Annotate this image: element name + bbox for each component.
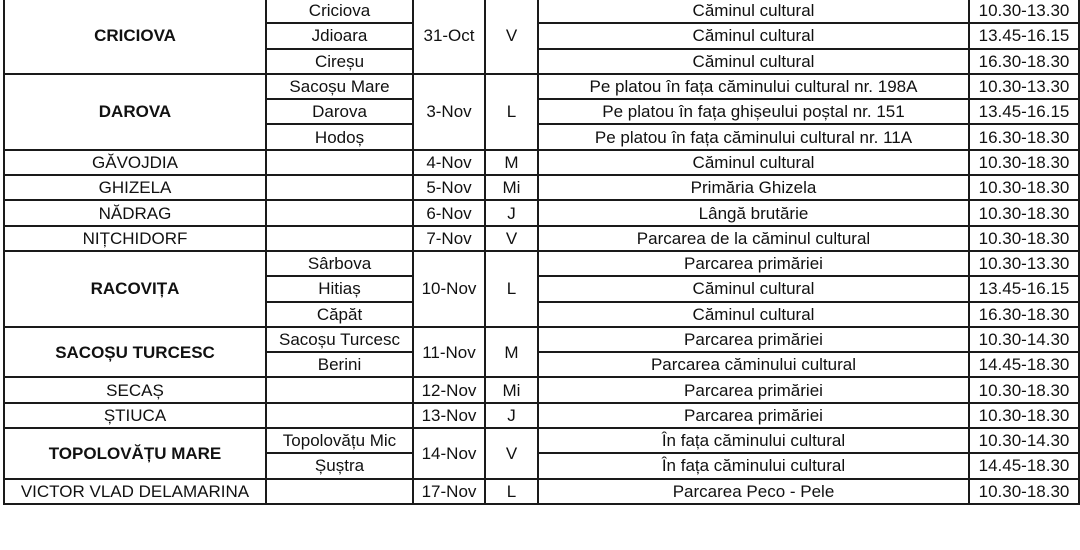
commune-cell: ȘTIUCA <box>4 403 266 428</box>
location-cell: Pe platou în fața căminului cultural nr. 198A <box>538 74 969 99</box>
location-cell: Căminul cultural <box>538 276 969 301</box>
village-cell <box>266 377 413 402</box>
table-row <box>4 0 1079 23</box>
table-row <box>4 74 1079 99</box>
location-cell: Primăria Ghizela <box>538 175 969 200</box>
commune-cell: VICTOR VLAD DELAMARINA <box>4 479 266 504</box>
village-cell: Șuștra <box>266 453 413 478</box>
time-cell: 14.45-18.30 <box>969 352 1079 377</box>
date-cell: 7-Nov <box>413 226 485 251</box>
location-cell: Parcarea Peco - Pele <box>538 479 969 504</box>
table-row <box>4 327 1079 352</box>
location-cell: Parcarea de la căminul cultural <box>538 226 969 251</box>
village-cell: Criciova <box>266 0 413 23</box>
village-cell: Berini <box>266 352 413 377</box>
commune-cell: GHIZELA <box>4 175 266 200</box>
time-cell: 10.30-14.30 <box>969 428 1079 453</box>
time-cell: 10.30-13.30 <box>969 251 1079 276</box>
time-cell: 10.30-18.30 <box>969 377 1079 402</box>
date-cell: 11-Nov <box>413 327 485 378</box>
location-cell: Parcarea primăriei <box>538 403 969 428</box>
commune-cell: DAROVA <box>4 74 266 150</box>
weekday-cell: Mi <box>485 377 538 402</box>
weekday-cell: L <box>485 251 538 327</box>
village-cell: Sârbova <box>266 251 413 276</box>
table-row <box>4 479 1079 504</box>
location-cell: Parcarea primăriei <box>538 327 969 352</box>
village-cell: Hodoș <box>266 124 413 149</box>
village-cell: Sacoșu Turcesc <box>266 327 413 352</box>
table-row <box>4 403 1079 428</box>
commune-cell: RACOVIȚA <box>4 251 266 327</box>
time-cell: 13.45-16.15 <box>969 276 1079 301</box>
weekday-cell: L <box>485 74 538 150</box>
date-cell: 5-Nov <box>413 175 485 200</box>
date-cell: 31-Oct <box>413 0 485 74</box>
location-cell: Parcarea căminului cultural <box>538 352 969 377</box>
location-cell: Pe platou în fața căminului cultural nr. 11A <box>538 124 969 149</box>
village-cell <box>266 403 413 428</box>
commune-cell: GĂVOJDIA <box>4 150 266 175</box>
time-cell: 10.30-18.30 <box>969 175 1079 200</box>
commune-cell: SECAȘ <box>4 377 266 402</box>
table-row <box>4 251 1079 276</box>
time-cell: 13.45-16.15 <box>969 99 1079 124</box>
time-cell: 10.30-14.30 <box>969 327 1079 352</box>
time-cell: 16.30-18.30 <box>969 49 1079 74</box>
table-row <box>4 377 1079 402</box>
table-row <box>4 150 1079 175</box>
village-cell <box>266 479 413 504</box>
location-cell: Căminul cultural <box>538 49 969 74</box>
table-row <box>4 428 1079 453</box>
time-cell: 13.45-16.15 <box>969 23 1079 48</box>
table-row <box>4 175 1079 200</box>
date-cell: 17-Nov <box>413 479 485 504</box>
time-cell: 10.30-13.30 <box>969 74 1079 99</box>
weekday-cell: J <box>485 200 538 225</box>
time-cell: 10.30-18.30 <box>969 226 1079 251</box>
date-cell: 12-Nov <box>413 377 485 402</box>
table-row <box>4 226 1079 251</box>
location-cell: În fața căminului cultural <box>538 453 969 478</box>
date-cell: 4-Nov <box>413 150 485 175</box>
time-cell: 16.30-18.30 <box>969 302 1079 327</box>
location-cell: Pe platou în fața ghișeului poștal nr. 151 <box>538 99 969 124</box>
time-cell: 10.30-18.30 <box>969 403 1079 428</box>
village-cell: Topolovățu Mic <box>266 428 413 453</box>
village-cell: Sacoșu Mare <box>266 74 413 99</box>
commune-cell: CRICIOVA <box>4 0 266 74</box>
date-cell: 6-Nov <box>413 200 485 225</box>
location-cell: Căminul cultural <box>538 23 969 48</box>
village-cell: Căpăt <box>266 302 413 327</box>
time-cell: 10.30-13.30 <box>969 0 1079 23</box>
weekday-cell: V <box>485 226 538 251</box>
village-cell <box>266 226 413 251</box>
commune-cell: NĂDRAG <box>4 200 266 225</box>
date-cell: 10-Nov <box>413 251 485 327</box>
weekday-cell: M <box>485 150 538 175</box>
weekday-cell: V <box>485 0 538 74</box>
commune-cell: TOPOLOVĂȚU MARE <box>4 428 266 479</box>
location-cell: Căminul cultural <box>538 302 969 327</box>
commune-cell: SACOȘU TURCESC <box>4 327 266 378</box>
time-cell: 16.30-18.30 <box>969 124 1079 149</box>
weekday-cell: V <box>485 428 538 479</box>
location-cell: Parcarea primăriei <box>538 377 969 402</box>
village-cell: Jdioara <box>266 23 413 48</box>
time-cell: 10.30-18.30 <box>969 479 1079 504</box>
location-cell: În fața căminului cultural <box>538 428 969 453</box>
weekday-cell: M <box>485 327 538 378</box>
location-cell: Parcarea primăriei <box>538 251 969 276</box>
time-cell: 14.45-18.30 <box>969 453 1079 478</box>
village-cell <box>266 175 413 200</box>
weekday-cell: L <box>485 479 538 504</box>
village-cell: Darova <box>266 99 413 124</box>
date-cell: 14-Nov <box>413 428 485 479</box>
village-cell: Cireșu <box>266 49 413 74</box>
weekday-cell: J <box>485 403 538 428</box>
date-cell: 13-Nov <box>413 403 485 428</box>
commune-cell: NIȚCHIDORF <box>4 226 266 251</box>
table-row <box>4 200 1079 225</box>
weekday-cell: Mi <box>485 175 538 200</box>
village-cell <box>266 150 413 175</box>
schedule-table-body <box>4 0 1079 504</box>
date-cell: 3-Nov <box>413 74 485 150</box>
location-cell: Căminul cultural <box>538 0 969 23</box>
village-cell <box>266 200 413 225</box>
location-cell: Căminul cultural <box>538 150 969 175</box>
time-cell: 10.30-18.30 <box>969 150 1079 175</box>
village-cell: Hitiaș <box>266 276 413 301</box>
schedule-table <box>3 0 1080 505</box>
time-cell: 10.30-18.30 <box>969 200 1079 225</box>
location-cell: Lângă brutărie <box>538 200 969 225</box>
